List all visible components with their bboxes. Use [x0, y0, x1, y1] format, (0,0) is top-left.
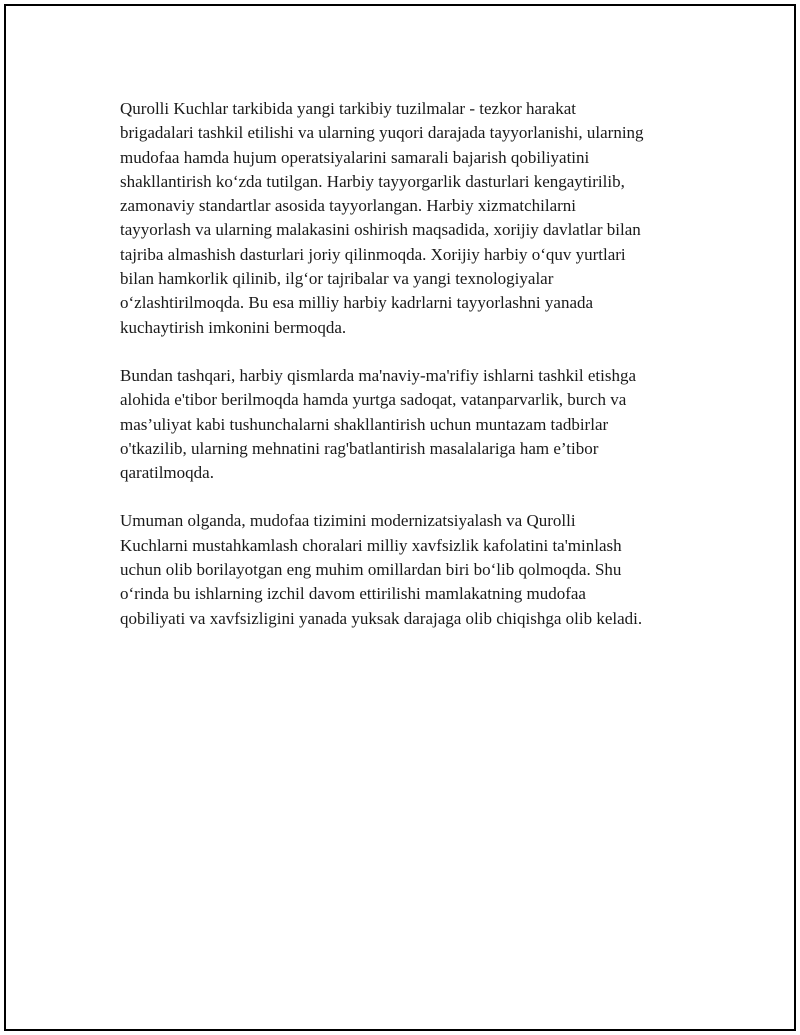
paragraph-line: uchun olib borilayotgan eng muhim omillardan biri bo‘lib qolmoqda. Shu [120, 560, 622, 580]
paragraph-line: Bundan tashqari, harbiy qismlarda ma'naviy-ma'rifiy ishlarni tashkil etishga [120, 365, 637, 385]
paragraph-1 [120, 97, 700, 340]
paragraph-line: mas’uliyat kabi tushunchalarni shakllantirish uchun muntazam tadbirlar [120, 414, 609, 434]
paragraph-line: qaratilmoqda. [120, 463, 214, 483]
paragraph-line: o‘zlashtirilmoqda. Bu esa milliy harbiy kadrlarni tayyorlashni yanada [120, 293, 594, 313]
paragraph-line: bilan hamkorlik qilinib, ilg‘or tajribalar va yangi texnologiyalar [120, 269, 554, 289]
document-body [120, 97, 700, 655]
paragraph-line: shakllantirish ko‘zda tutilgan. Harbiy tayyorgarlik dasturlari kengaytirilib, [120, 171, 625, 191]
paragraph-line: tajriba almashish dasturlari joriy qilinmoqda. Xorijiy harbiy o‘quv yurtlari [120, 244, 626, 264]
paragraph-2 [120, 364, 700, 485]
paragraph-line: mudofaa hamda hujum operatsiyalarini samarali bajarish qobiliyatini [120, 147, 590, 167]
paragraph-3 [120, 509, 700, 630]
paragraph-line: Umuman olganda, mudofaa tizimini modernizatsiyalash va Qurolli [120, 511, 576, 531]
paragraph-line: kuchaytirish imkonini bermoqda. [120, 317, 347, 337]
paragraph-line: zamonaviy standartlar asosida tayyorlangan. Harbiy xizmatchilarni [120, 196, 577, 216]
paragraph-line: qobiliyati va xavfsizligini yanada yuksak darajaga olib chiqishga olib keladi. [120, 608, 643, 628]
paragraph-line: tayyorlash va ularning malakasini oshirish maqsadida, xorijiy davlatlar bilan [120, 220, 641, 240]
paragraph-line: Qurolli Kuchlar tarkibida yangi tarkibiy tuzilmalar - tezkor harakat [120, 99, 576, 118]
paragraph-line: brigadalari tashkil etilishi va ularning yuqori darajada tayyorlanishi, ularning [120, 123, 644, 143]
paragraph-line: o'tkazilib, ularning mehnatini rag'batlantirish masalalariga ham e’tibor [120, 438, 599, 458]
paragraph-line: o‘rinda bu ishlarning izchil davom ettirilishi mamlakatning mudofaa [120, 584, 586, 604]
page-frame [4, 4, 796, 1031]
paragraph-line: alohida e'tibor berilmoqda hamda yurtga sadoqat, vatanparvarlik, burch va [120, 390, 627, 410]
paragraph-line: Kuchlarni mustahkamlash choralari milliy xavfsizlik kafolatini ta'minlash [120, 535, 622, 555]
